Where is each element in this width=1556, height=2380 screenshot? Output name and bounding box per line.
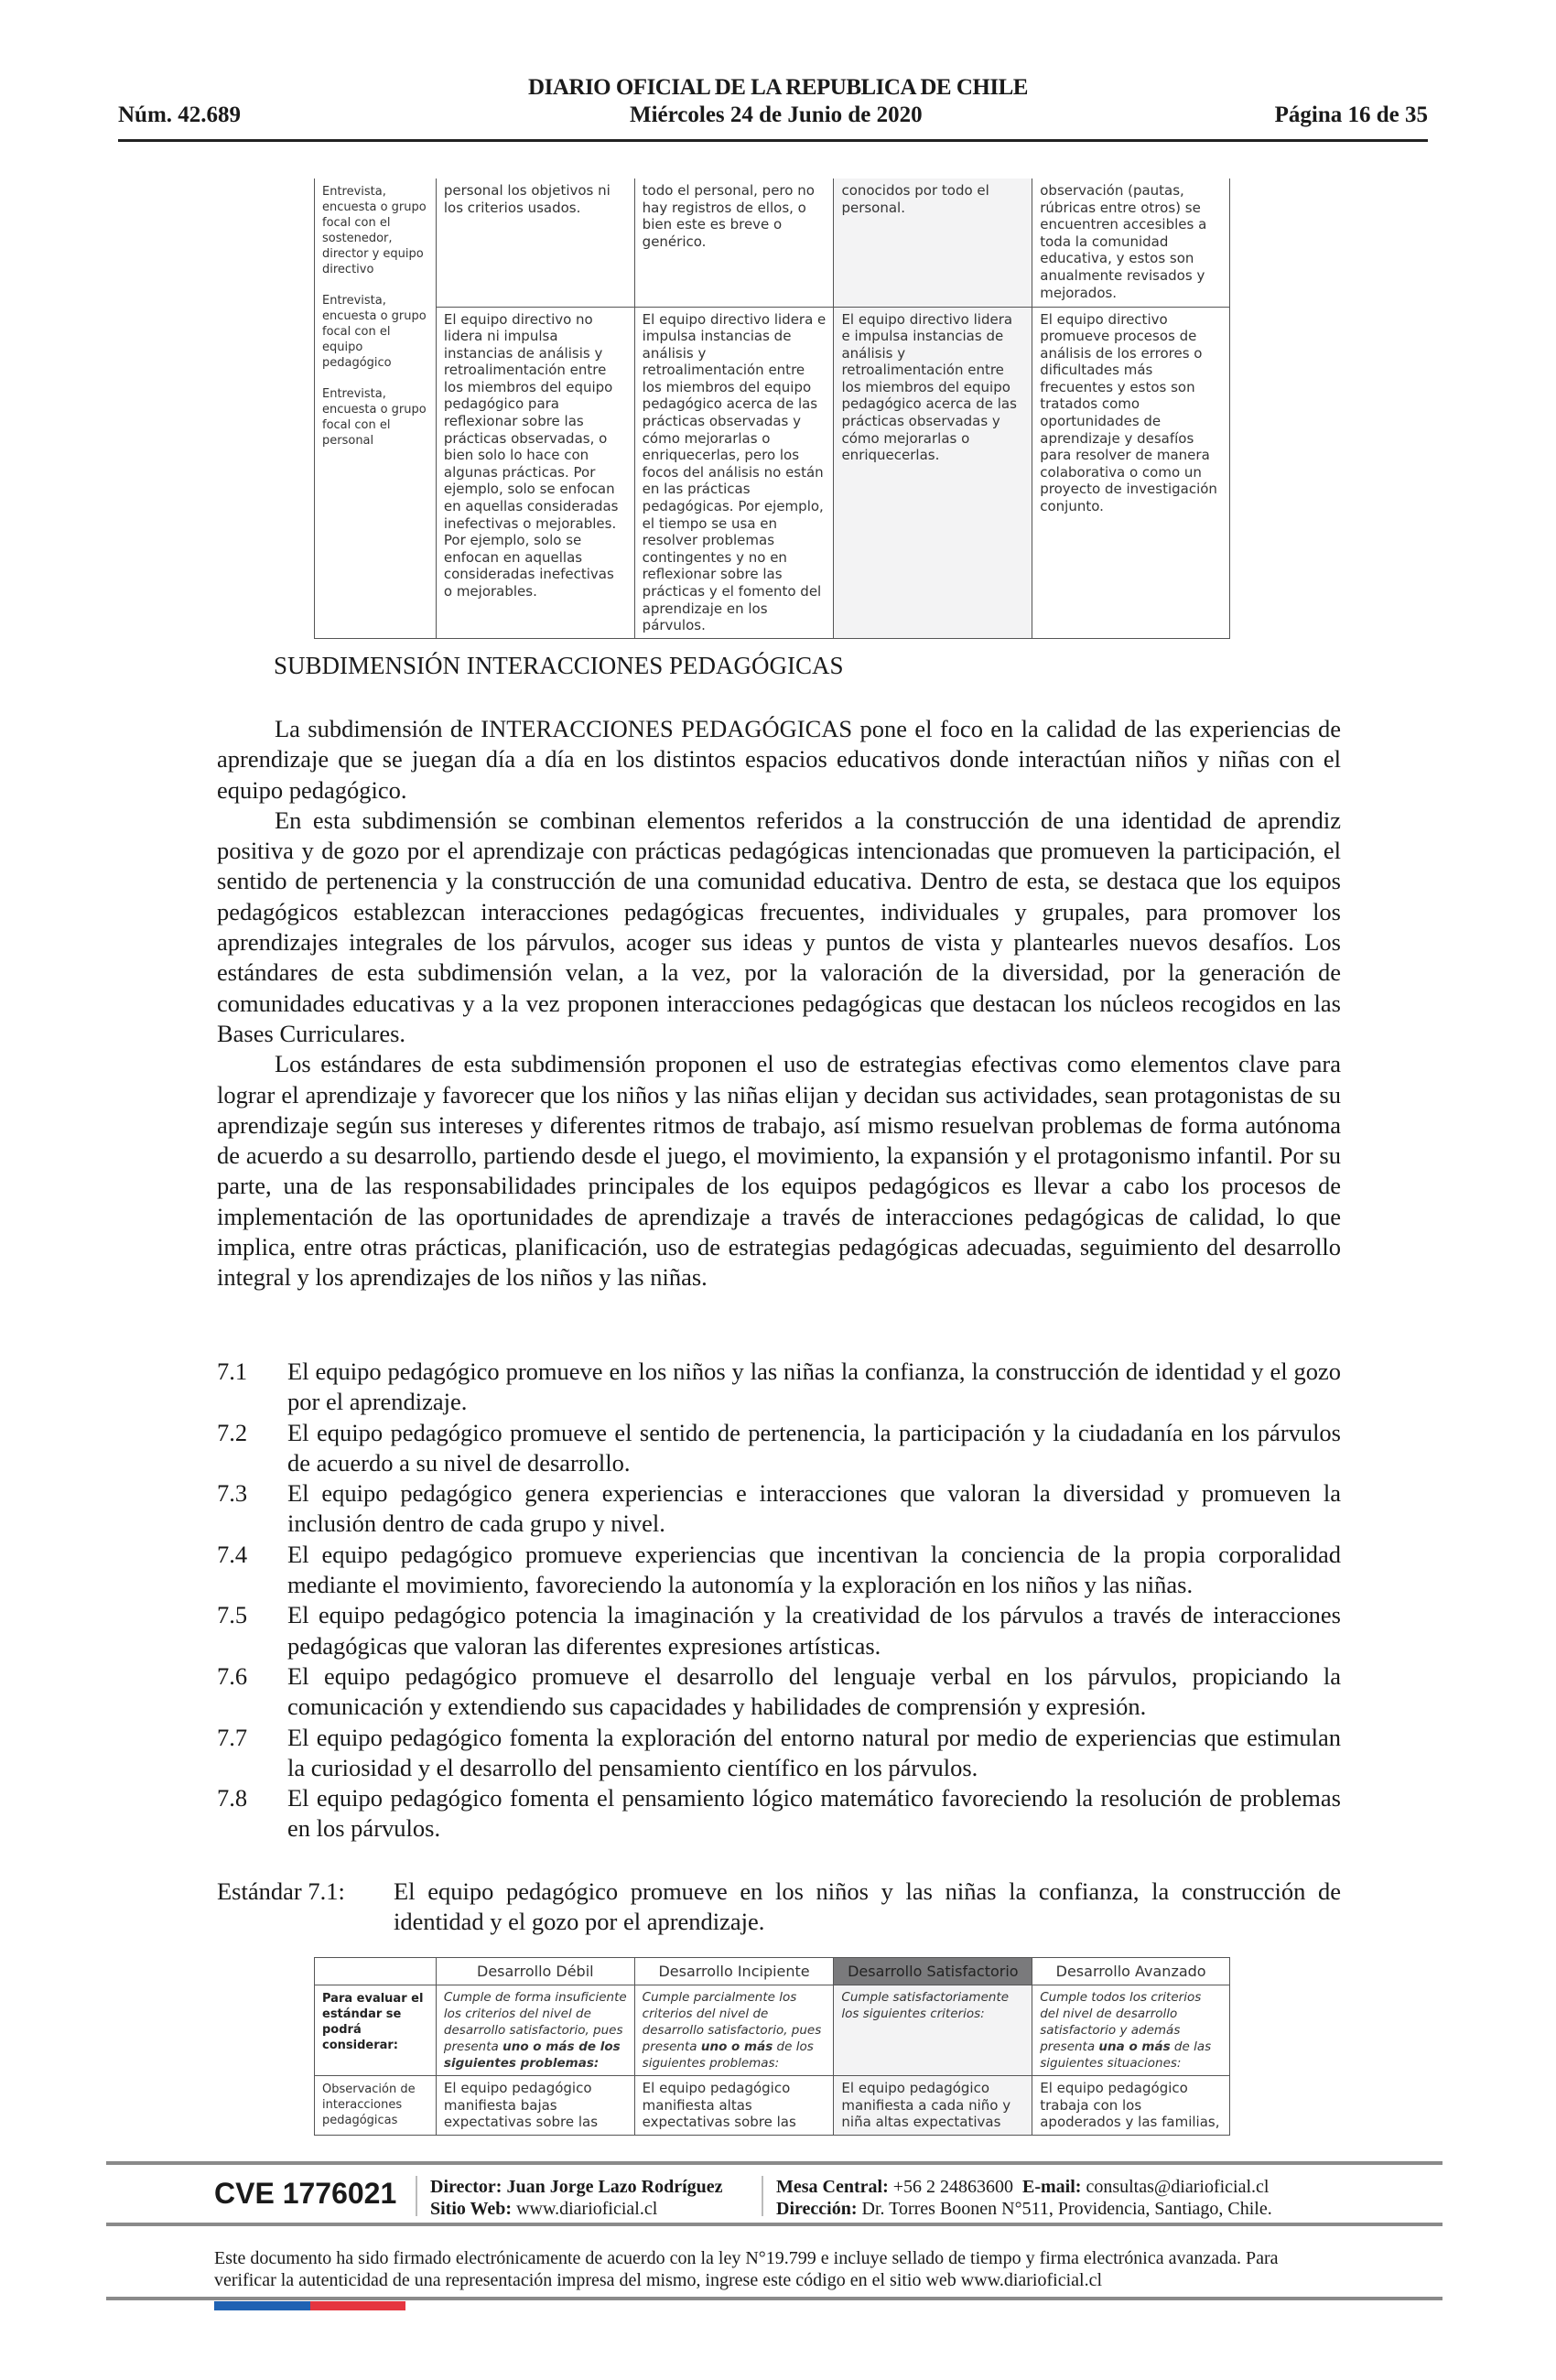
issue-number: Núm. 42.689 (118, 103, 242, 127)
list-text: El equipo pedagógico promueve en los niños y las niñas la confianza, la construcción de identidad y el gozo por el aprendizaje. (287, 1358, 1341, 1416)
table-cell: El equipo directivo no lidera ni impulsa instancias de análisis y retroalimentación entre los miembros del equipo pedagógico para reflexionar sobre las prácticas observadas, o bien solo lo hace con algunas prácticas. Por ejemplo, solo se enfocan en aquellas consideradas inefectivas o mejorables. Por ejemplo, solo se enfocan en aquellas consideradas inefectivas o mejorables. (436, 307, 634, 638)
label: E-mail: (1022, 2177, 1082, 2197)
email-link[interactable]: consultas@diarioficial.cl (1086, 2177, 1270, 2197)
flag-blue-bar (214, 2301, 310, 2310)
criteria-text: Cumple todos los criterios del nivel de desarrollo satisfactorio y además presenta (1040, 1990, 1202, 2054)
footer-divider (106, 2161, 1443, 2165)
flag-red-bar (310, 2301, 405, 2310)
list-number: 7.7 (217, 1723, 248, 1751)
list-number: 7.1 (217, 1358, 248, 1385)
header-divider (118, 139, 1428, 142)
rubric-table (314, 1957, 1230, 2136)
list-item (217, 1418, 1341, 1479)
list-item (217, 1783, 1341, 1844)
label: Sitio Web: (430, 2199, 513, 2219)
method-text: Entrevista, encuesta o grupo focal con el equipo pedagógico (322, 294, 427, 370)
list-text: El equipo pedagógico fomenta el pensamiento lógico matemático favoreciendo la resolución de problemas en los párvulos. (287, 1784, 1341, 1843)
list-item (217, 1478, 1341, 1540)
label: Director: (430, 2177, 502, 2197)
criteria-cell (436, 1985, 634, 2076)
list-text: El equipo pedagógico potencia la imaginación y la creatividad de los párvulos a través de interacciones pedagógicas que valoran las diferentes expresiones artísticas. (287, 1601, 1341, 1660)
table-header-row (315, 1958, 1230, 1985)
label: Dirección: (776, 2199, 858, 2219)
eval-label: Para evaluar el estándar se podrá considerar: (315, 1985, 437, 2076)
list-number: 7.8 (217, 1784, 248, 1812)
standard-label: Estándar 7.1: (217, 1877, 345, 1905)
paragraph: La subdimensión de INTERACCIONES PEDAGÓGICAS pone el foco en la calidad de las experiencias de aprendizaje que se juegan día a día en los distintos espacios educativos donde interactúan niños y niñas con el equipo pedagógico. (217, 715, 1341, 804)
footer-contact-block (776, 2176, 1272, 2220)
list-text: El equipo pedagógico promueve el desarrollo del lenguaje verbal en los párvulos, propiciando la comunicación y extendiendo sus capacidades y habilidades de comprensión y expresión. (287, 1661, 1341, 1721)
table-cell: conocidos por todo el personal. (834, 178, 1032, 307)
table-cell: El equipo directivo promueve procesos de análisis de los errores o dificultades más frecuentes y estos son tratados como oportunidades de aprendizaje y desafíos para resolver de manera colaborativa o como un proyecto de investigación conjunto. (1032, 307, 1230, 638)
method-cell (315, 178, 437, 638)
issue-date: Miércoles 24 de Junio de 2020 (630, 103, 923, 127)
phone: +56 2 24863600 (892, 2177, 1014, 2197)
director-name: Juan Jorge Lazo Rodríguez (506, 2177, 723, 2197)
criteria-bold: uno o más (700, 2039, 773, 2054)
footer-separator (416, 2176, 417, 2216)
column-header: Desarrollo Débil (436, 1958, 634, 1985)
page-number: Página 16 de 35 (1274, 103, 1428, 127)
table-cell: todo el personal, pero no hay registros de ellos, o bien este es breve o genérico. (634, 178, 834, 307)
criteria-text: de los siguientes problemas: (642, 2039, 814, 2071)
website-link[interactable]: www.diarioficial.cl (516, 2199, 658, 2219)
footer-director-block (430, 2176, 723, 2220)
table-cell: El equipo pedagógico manifiesta bajas expectativas sobre las (436, 2076, 634, 2136)
list-text: El equipo pedagógico promueve experiencias que incentivan la conciencia de la propia corporalidad mediante el movimiento, favoreciendo la autonomía y la exploración en los niños y las niñas. (287, 1540, 1341, 1599)
table-row (315, 307, 1230, 638)
criteria-text: Cumple parcialmente los criterios del nivel de desarrollo satisfactorio, pues presenta (642, 1990, 822, 2054)
footer-divider (106, 2223, 1443, 2226)
table-cell: personal los objetivos ni los criterios usados. (436, 178, 634, 307)
criteria-bold: una o más (1098, 2039, 1171, 2054)
column-header: Desarrollo Satisfactorio (834, 1958, 1032, 1985)
column-header: Desarrollo Incipiente (634, 1958, 834, 1985)
list-item (217, 1723, 1341, 1784)
method-cell: Observación de interacciones pedagógicas (315, 2076, 437, 2136)
footer-divider (106, 2297, 1443, 2300)
table-cell: observación (pautas, rúbricas entre otros) se encuentren accesibles a toda la comunidad educativa, y estos son anualmente revisados y mejorados. (1032, 178, 1230, 307)
criteria-cell (834, 1985, 1032, 2076)
table-cell: El equipo pedagógico manifiesta altas expectativas sobre las (634, 2076, 834, 2136)
column-header: Desarrollo Avanzado (1032, 1958, 1230, 1985)
criteria-cell (634, 1985, 834, 2076)
list-text: El equipo pedagógico fomenta la exploración del entorno natural por medio de experiencias que estimulan la curiosidad y el desarrollo del pensamiento científico en los párvulos. (287, 1723, 1341, 1781)
criteria-cell (1032, 1985, 1230, 2076)
list-number: 7.4 (217, 1540, 248, 1568)
footer-separator (762, 2176, 763, 2216)
criteria-text: de las siguientes situaciones: (1040, 2039, 1212, 2071)
criteria-text: Cumple satisfactoriamente los siguientes criterios: (841, 1990, 1010, 2021)
address: Dr. Torres Boonen N°511, Providencia, Santiago, Chile. (861, 2199, 1272, 2219)
list-number: 7.6 (217, 1661, 248, 1690)
criteria-table-continued (314, 178, 1230, 639)
list-item (217, 1540, 1341, 1601)
list-text: El equipo pedagógico promueve el sentido de pertenencia, la participación y la ciudadanía en los párvulos de acuerdo a su nivel de desarrollo. (287, 1418, 1341, 1477)
table-cell: El equipo directivo lidera e impulsa instancias de análisis y retroalimentación entre los miembros del equipo pedagógico acerca de las prácticas observadas y cómo mejorarlas o enriquecerlas, pero los focos del análisis no están en las prácticas pedagógicas. Por ejemplo, el tiempo se usa en resolver problemas contingentes y no en reflexionar sobre las prácticas y el fomento del aprendizaje en los párvulos. (634, 307, 834, 638)
list-item (217, 1357, 1341, 1418)
criteria-text: Cumple de forma insuficiente los criterios del nivel de desarrollo satisfactorio, pues presenta (443, 1990, 627, 2054)
body-text (217, 714, 1341, 1293)
paragraph: En esta subdimensión se combinan elementos referidos a la construcción de una identidad de aprendiz positiva y de gozo por el aprendizaje con prácticas pedagógicas intencionadas que promueven la participación, el sentido de pertenencia y la construcción de una comunidad educativa. Dentro de esta, se destaca que los equipos pedagógicos establezcan interacciones pedagógicas frecuentes, individuales y grupales, para promover los aprendizajes integrales de los párvulos, acoger sus ideas y puntos de vista y plantearles nuevos desafíos. Los estándares de esta subdimensión velan, a la vez, por la valoración de la diversidad, por la generación de comunidades educativas y a la vez proponen interacciones pedagógicas que destacan los núcleos recogidos en las Bases Curriculares. (217, 806, 1341, 1047)
table-cell: El equipo pedagógico manifiesta a cada niño y niña altas expectativas (834, 2076, 1032, 2136)
table-row (315, 1985, 1230, 2076)
list-number: 7.2 (217, 1418, 248, 1446)
list-number: 7.3 (217, 1479, 248, 1508)
table-row (315, 178, 1230, 307)
list-item (217, 1600, 1341, 1661)
cve-code: CVE 1776021 (214, 2177, 397, 2210)
list-text: El equipo pedagógico genera experiencias e interacciones que valoran la diversidad y promueven la inclusión dentro de cada grupo y nivel. (287, 1479, 1341, 1538)
method-text: Entrevista, encuesta o grupo focal con el sostenedor, director y equipo directivo (322, 185, 427, 276)
standard-statement (217, 1877, 1341, 1938)
list-item (217, 1661, 1341, 1723)
table-cell: El equipo pedagógico trabaja con los apoderados y las familias, (1032, 2076, 1230, 2136)
label: Mesa Central: (776, 2177, 889, 2197)
standard-row (217, 1877, 1341, 1938)
section-heading: SUBDIMENSIÓN INTERACCIONES PEDAGÓGICAS (274, 652, 844, 679)
header-row (118, 103, 1428, 128)
standard-text: El equipo pedagógico promueve en los niños y las niñas la confianza, la construcción de identidad y el gozo por el aprendizaje. (394, 1877, 1341, 1936)
standards-list (217, 1357, 1341, 1844)
paragraph: Los estándares de esta subdimensión proponen el uso de estrategias efectivas como elementos clave para lograr el aprendizaje y favorecer que los niños y las niñas elijan y decidan sus actividades, sean protagonistas de su aprendizaje según sus intereses y diferentes ritmos de trabajo, así mismo resuelvan problemas de forma autónoma de acuerdo a su desarrollo, partiendo desde el juego, el movimiento, la expansión y el protagonismo infantil. Por su parte, una de las responsabilidades principales de los equipos pedagógicos es llevar a cabo los procesos de implementación de las oportunidades de aprendizaje a través de interacciones pedagógicas de calidad, lo que implica, entre otras prácticas, planificación, uso de estrategias pedagógicas adecuadas, seguimiento del desarrollo integral y los aprendizajes de los niños y las niñas. (217, 1050, 1341, 1292)
newspaper-title: DIARIO OFICIAL DE LA REPUBLICA DE CHILE (528, 75, 1028, 100)
method-text: Entrevista, encuesta o grupo focal con el personal (322, 387, 427, 448)
disclaimer: Este documento ha sido firmado electrónicamente de acuerdo con la ley N°19.799 e incluye sellado de tiempo y firma electrónica avanzada. Para verificar la autenticidad de una representación impresa del mismo, ingrese este código en el sitio web www.diarioficial.cl (214, 2248, 1279, 2290)
criteria-bold: uno o más de los siguientes problemas: (443, 2039, 621, 2071)
empty-header (315, 1958, 437, 1985)
table-cell: El equipo directivo lidera e impulsa instancias de análisis y retroalimentación entre los miembros del equipo pedagógico acerca de las prácticas observadas y cómo mejorarlas o enriquecerlas. (834, 307, 1032, 638)
list-number: 7.5 (217, 1601, 248, 1629)
table-row (315, 2076, 1230, 2136)
